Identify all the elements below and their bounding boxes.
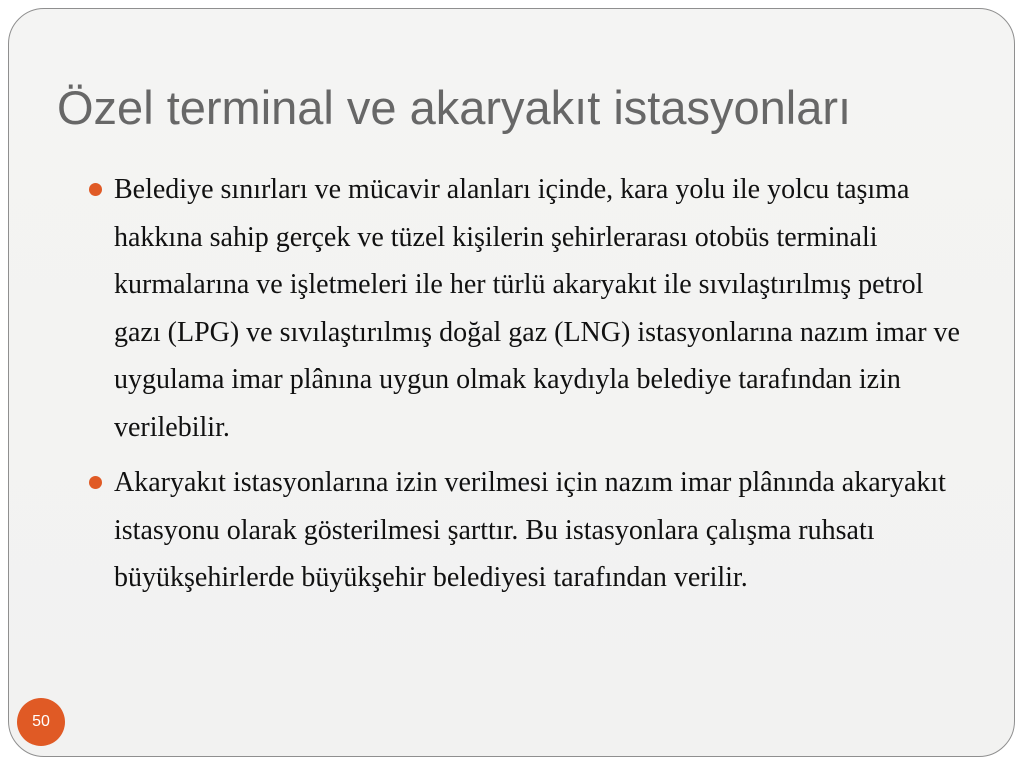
bullet-text: Akaryakıt istasyonlarına izin verilmesi için nazım imar plânında akaryakıt istasyonu olarak gösterilmesi şarttır. Bu istasyonlara çalışma ruhsatı büyükşehirlerde büyükşehir belediyesi tarafından verilir. [114,467,946,593]
bullet-dot-icon [89,183,102,196]
bullet-item [114,166,974,451]
bullet-item [114,459,974,602]
bullet-list [114,166,974,602]
bullet-dot-icon [89,476,102,489]
bullet-text: Belediye sınırları ve mücavir alanları içinde, kara yolu ile yolcu taşıma hakkına sahip gerçek ve tüzel kişilerin şehirlerarası otobüs terminali kurmalarına ve işletmeleri ile her türlü akaryakıt ile sıvılaştırılmış petrol gazı (LPG) ve sıvılaştırılmış doğal gaz (LNG) istasyonlarına nazım imar ve uygulama imar plânına uygun olmak kaydıyla belediye tarafından izin verilebilir. [114,174,960,443]
page-number: 50 [32,713,50,730]
page-number-badge [17,698,65,746]
slide-title: Özel terminal ve akaryakıt istasyonları [57,81,852,134]
